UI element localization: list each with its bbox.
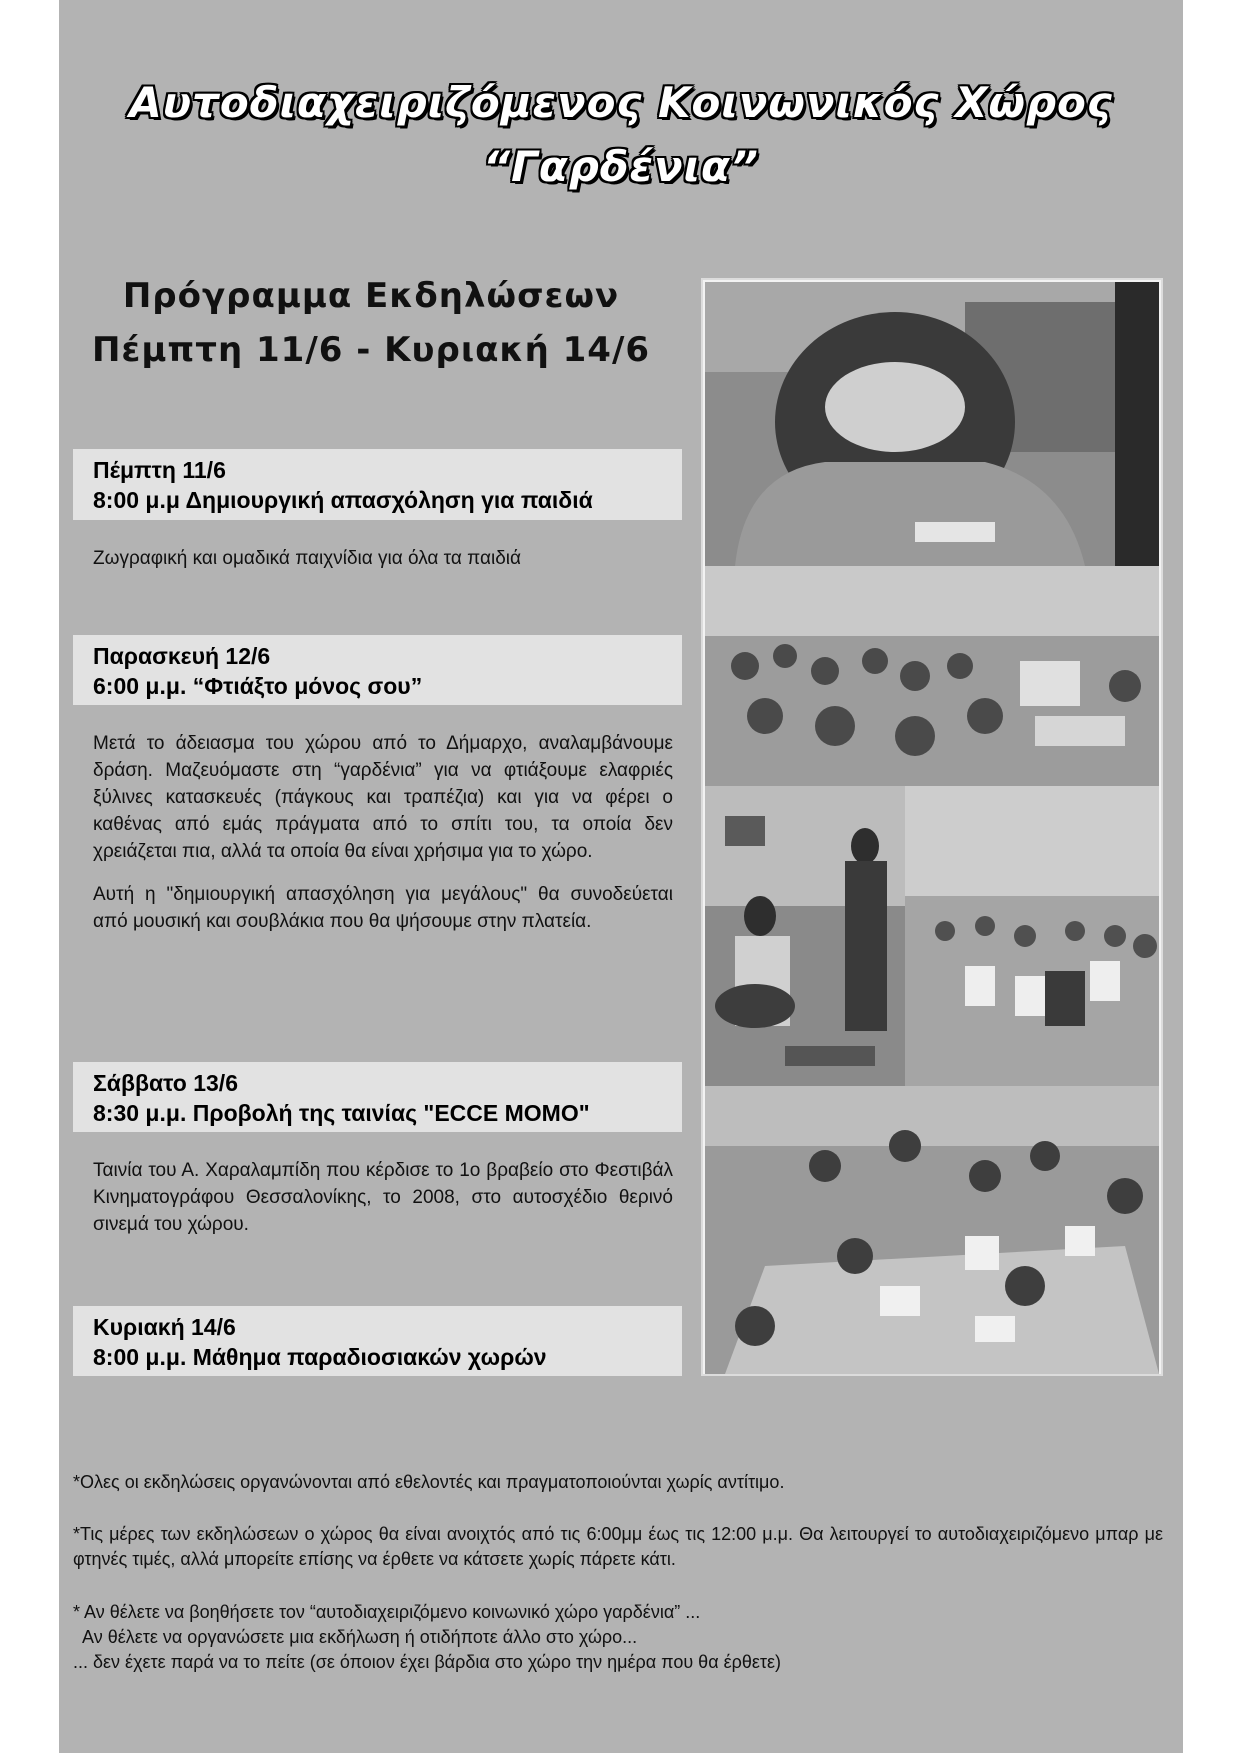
photo-collage (701, 278, 1163, 1376)
event-friday-description (93, 730, 673, 951)
event-sunday-title: 8:00 μ.μ. Μάθημα παραδιοσιακών χωρών (93, 1344, 547, 1370)
event-saturday-title: 8:30 μ.μ. Προβολή της ταινίας "ECCE MOMO" (93, 1100, 590, 1126)
program-heading: Πρόγραμμα Εκδηλώσεων (122, 276, 620, 316)
photo-musicians (705, 786, 905, 1086)
event-friday-title: 6:00 μ.μ. “Φτιάξτο μόνος σου” (93, 673, 423, 699)
note-volunteers: *Ολες οι εκδηλώσεις οργανώνονται από εθελοντές και πραγματοποιούνται χωρίς αντίτιμο. (73, 1472, 785, 1492)
event-friday-paragraph-2: Αυτή η "δημιουργική απασχόληση για μεγάλους" θα συνοδεύεται από μουσική και σουβλάκια που θα ψήσουμε στην πλατεία. (93, 884, 673, 932)
event-thursday-title: 8:00 μ.μ Δημιουργική απασχόληση για παιδιά (93, 487, 593, 513)
poster-page (59, 0, 1183, 1753)
event-friday-paragraph-1: Μετά το άδειασμα του χώρου από το Δήμαρχο, αναλαμβάνουμε δράση. Μαζευόμαστε στη “γαρδένια” για να φτιάξουμε ελαφριές ξύλινες κατασκευές (πάγκους και τραπέζια) και για να φέρει ο καθένας από εμάς πράγματα από το σπίτι του, τα οποία δεν χρειάζεται πια, αλλά τα οποία θα είναι χρήσιμα για το χώρο. (93, 733, 673, 862)
note-opening-hours: *Τις μέρες των εκδηλώσεων ο χώρος θα είναι ανοιχτός από τις 6:00μμ έως τις 12:00 μ.μ. Θα λειτουργεί το αυτοδιαχειριζόμενο μπαρ με φτηνές τιμές, αλλά μπορείτε επίσης να έρθετε να κάτσετε χωρίς πάρετε κάτι. (73, 1524, 1163, 1569)
event-sunday-day: Κυριακή 14/6 (93, 1314, 236, 1340)
poster-title-line2: “Γαρδένια” (483, 142, 759, 191)
event-thursday-day: Πέμπτη 11/6 (93, 457, 226, 483)
note-help-line1: * Αν θέλετε να βοηθήσετε τον “αυτοδιαχειριζόμενο κοινωνικό χώρο γαρδένια” ... (73, 1602, 701, 1622)
event-saturday-paragraph: Ταινία του Α. Χαραλαμπίδη που κέρδισε το 1ο βραβείο στο Φεστιβάλ Κινηματογράφου Θεσσαλονίκης, το 2008, στο αυτοσχέδιο θερινό σινεμά του χώρου. (93, 1160, 673, 1235)
program-dates: Πέμπτη 11/6 - Κυριακή 14/6 (91, 330, 651, 370)
event-sunday-box (73, 1306, 682, 1376)
photo-hall (905, 786, 1159, 1086)
event-friday-box (73, 635, 682, 705)
event-thursday-paragraph: Ζωγραφική και ομαδικά παιχνίδια για όλα τα παιδιά (93, 548, 521, 569)
note-help-line3: ... δεν έχετε παρά να το πείτε (σε όποιον έχει βάρδια στο χώρο την ημέρα που θα έρθετε) (73, 1652, 782, 1672)
photo-child-mask (705, 282, 1159, 566)
poster-title-line1: Αυτοδιαχειριζόμενος Κοινωνικός Χώρος (129, 78, 1113, 127)
photo-assembly (705, 566, 1159, 786)
event-thursday-description (93, 545, 673, 588)
event-friday-day: Παρασκευή 12/6 (93, 643, 271, 669)
note-help-line2: Αν θέλετε να οργανώσετε μια εκδήλωση ή οτιδήποτε άλλο στο χώρο... (73, 1627, 638, 1647)
event-saturday-day: Σάββατο 13/6 (93, 1070, 238, 1096)
event-thursday-box (73, 449, 682, 520)
photo-workshop (705, 1086, 1159, 1374)
event-saturday-description (93, 1157, 673, 1254)
event-saturday-box (73, 1062, 682, 1132)
